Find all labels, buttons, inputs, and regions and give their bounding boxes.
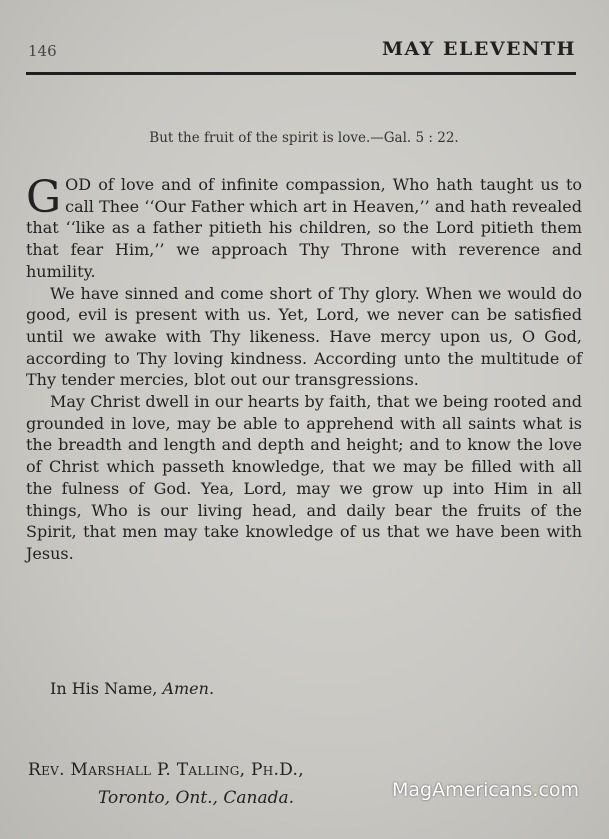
drop-cap: G (26, 172, 62, 223)
header-rule (26, 72, 576, 75)
closing-line (50, 679, 214, 698)
prayer-paragraph-2: We have sinned and come short of Thy glory. When we would do good, evil is present with us. Yet, Lord, we never can be satisfied until we awake with Thy likeness. Have mercy upon us, O God, according to Thy loving kindness. According unto the multitude of Thy tender mercies, blot out our transgressions. (26, 283, 582, 390)
watermark-text: MagAmericans.com (392, 779, 580, 801)
page-number: 146 (28, 42, 57, 60)
page-date-heading: MAY ELEVENTH (381, 38, 576, 60)
prayer-paragraph-1 (26, 174, 582, 283)
prayer-body (26, 174, 582, 565)
author-location: Toronto, Ont., Canada. (98, 788, 295, 808)
epigraph: But the fruit of the spirit is love.—Gal. 5 : 22. (149, 130, 459, 146)
page-header (28, 38, 576, 62)
paragraph-1-text: OD of love and of infinite compassion, Who hath taught us to call Thee ‘‘Our Father which art in Heaven,’’ and hath revealed that ‘‘like as a father pitieth his children, so the Lord pitieth them that fear Him,’’ we approach Thy Throne with reverence and humility. (26, 175, 582, 281)
closing-amen: Amen. (162, 679, 215, 698)
closing-prefix: In His Name, (50, 679, 158, 698)
prayer-paragraph-3: May Christ dwell in our hearts by faith, that we being rooted and grounded in love, may be able to apprehend with all saints what is the breadth and length and depth and height; and to know the love of Christ which passeth knowledge, that we may be filled with all the fulness of God. Yea, Lord, may we grow up into Him in all things, Who is our living head, and daily bear the fruits of the Spirit, that men may take knowledge of us that we have been with Jesus. (26, 392, 582, 563)
author-name: Rev. Marshall P. Talling, Ph.D., (28, 760, 304, 780)
